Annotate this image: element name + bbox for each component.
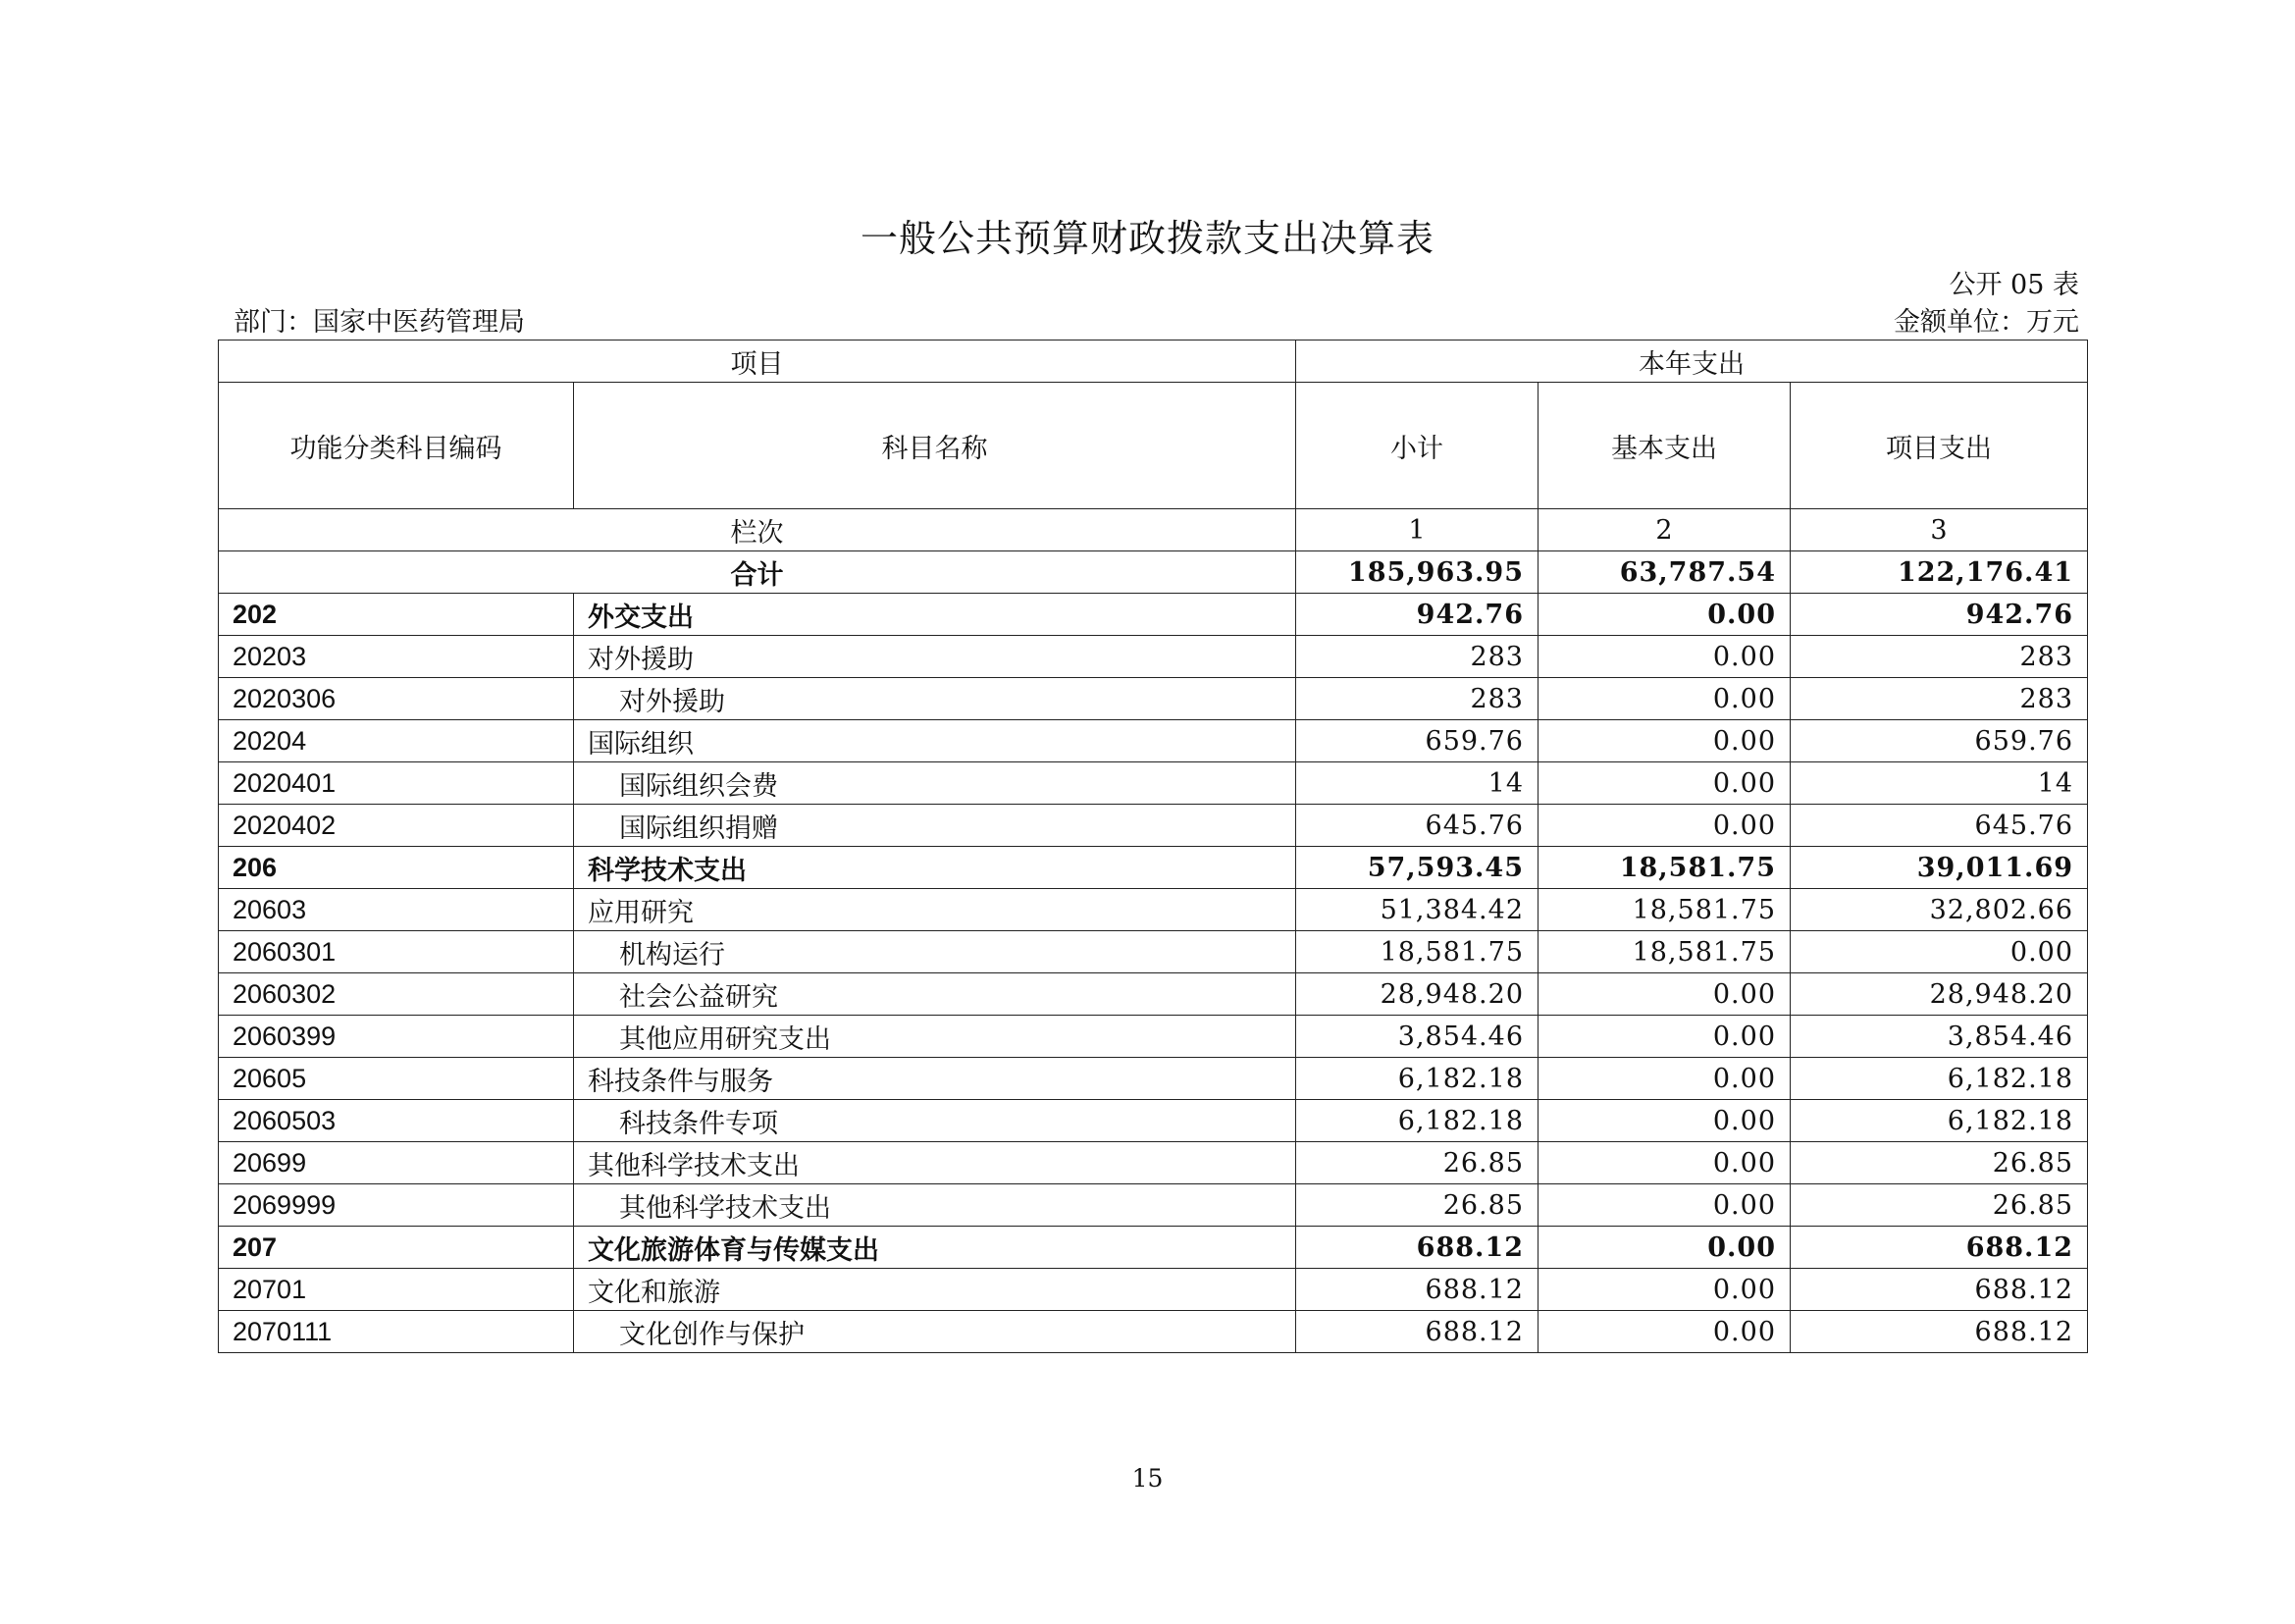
row-subtotal: 659.76 — [1296, 720, 1539, 762]
department-label: 部门：国家中医药管理局 — [234, 307, 525, 338]
row-code: 20204 — [219, 720, 574, 762]
row-name: 应用研究 — [574, 889, 1296, 931]
row-project: 688.12 — [1791, 1227, 2088, 1269]
table-row — [219, 636, 2088, 678]
row-name: 科技条件与服务 — [574, 1058, 1296, 1100]
row-project: 283 — [1791, 678, 2088, 720]
row-subtotal: 3,854.46 — [1296, 1016, 1539, 1058]
row-project: 0.00 — [1791, 931, 2088, 973]
header-name: 科目名称 — [574, 383, 1296, 509]
row-subtotal: 57,593.45 — [1296, 847, 1539, 889]
document-title: 一般公共预算财政拨款支出决算表 — [860, 217, 1434, 260]
row-subtotal: 283 — [1296, 678, 1539, 720]
row-project: 659.76 — [1791, 720, 2088, 762]
row-project: 32,802.66 — [1791, 889, 2088, 931]
table-row — [219, 678, 2088, 720]
row-subtotal: 283 — [1296, 636, 1539, 678]
row-name: 其他应用研究支出 — [574, 1016, 1296, 1058]
row-basic: 0.00 — [1539, 762, 1791, 805]
row-project: 6,182.18 — [1791, 1058, 2088, 1100]
row-subtotal: 26.85 — [1296, 1142, 1539, 1184]
header-project: 项目支出 — [1791, 383, 2088, 509]
row-project: 26.85 — [1791, 1142, 2088, 1184]
row-subtotal: 688.12 — [1296, 1269, 1539, 1311]
row-project: 688.12 — [1791, 1269, 2088, 1311]
row-basic: 0.00 — [1539, 805, 1791, 847]
row-name: 对外援助 — [574, 678, 1296, 720]
row-basic: 18,581.75 — [1539, 847, 1791, 889]
row-project: 28,948.20 — [1791, 973, 2088, 1016]
row-name: 外交支出 — [574, 594, 1296, 636]
row-name: 文化创作与保护 — [574, 1311, 1296, 1353]
row-subtotal: 18,581.75 — [1296, 931, 1539, 973]
table-row — [219, 1058, 2088, 1100]
row-basic: 18,581.75 — [1539, 931, 1791, 973]
row-basic: 0.00 — [1539, 720, 1791, 762]
row-subtotal: 688.12 — [1296, 1311, 1539, 1353]
total-subtotal: 185,963.95 — [1296, 551, 1539, 594]
row-code: 2069999 — [219, 1184, 574, 1227]
row-basic: 0.00 — [1539, 1227, 1791, 1269]
row-subtotal: 6,182.18 — [1296, 1100, 1539, 1142]
row-code: 20603 — [219, 889, 574, 931]
header-row-group — [219, 341, 2088, 383]
row-name: 科技条件专项 — [574, 1100, 1296, 1142]
total-project: 122,176.41 — [1791, 551, 2088, 594]
header-row-columns — [219, 383, 2088, 509]
row-subtotal: 51,384.42 — [1296, 889, 1539, 931]
header-code: 功能分类科目编码 — [219, 383, 574, 509]
row-code: 207 — [219, 1227, 574, 1269]
row-project: 645.76 — [1791, 805, 2088, 847]
row-basic: 0.00 — [1539, 1184, 1791, 1227]
row-subtotal: 645.76 — [1296, 805, 1539, 847]
row-project: 26.85 — [1791, 1184, 2088, 1227]
column-index-1: 1 — [1296, 509, 1539, 551]
table-row — [219, 1142, 2088, 1184]
row-basic: 0.00 — [1539, 1016, 1791, 1058]
column-index-2: 2 — [1539, 509, 1791, 551]
row-subtotal: 942.76 — [1296, 594, 1539, 636]
row-code: 202 — [219, 594, 574, 636]
row-code: 2060301 — [219, 931, 574, 973]
row-name: 国际组织捐赠 — [574, 805, 1296, 847]
row-code: 2060399 — [219, 1016, 574, 1058]
header-basic: 基本支出 — [1539, 383, 1791, 509]
row-name: 文化和旅游 — [574, 1269, 1296, 1311]
amount-unit-label: 金额单位：万元 — [1894, 307, 2079, 338]
row-code: 206 — [219, 847, 574, 889]
row-basic: 0.00 — [1539, 973, 1791, 1016]
row-name: 其他科学技术支出 — [574, 1142, 1296, 1184]
table-row — [219, 931, 2088, 973]
row-code: 2020402 — [219, 805, 574, 847]
row-project: 942.76 — [1791, 594, 2088, 636]
table-row — [219, 1016, 2088, 1058]
row-code: 2060503 — [219, 1100, 574, 1142]
table-row — [219, 1227, 2088, 1269]
table-number: 公开 05 表 — [1949, 270, 2079, 300]
table-row — [219, 762, 2088, 805]
row-subtotal: 6,182.18 — [1296, 1058, 1539, 1100]
page-number: 15 — [1131, 1464, 1164, 1493]
row-subtotal: 14 — [1296, 762, 1539, 805]
row-code: 20605 — [219, 1058, 574, 1100]
row-project: 688.12 — [1791, 1311, 2088, 1353]
row-code: 20203 — [219, 636, 574, 678]
row-code: 20701 — [219, 1269, 574, 1311]
row-name: 科学技术支出 — [574, 847, 1296, 889]
row-code: 2070111 — [219, 1311, 574, 1353]
row-basic: 0.00 — [1539, 1100, 1791, 1142]
row-subtotal: 28,948.20 — [1296, 973, 1539, 1016]
expenditure-table — [218, 340, 2088, 1353]
row-code: 2060302 — [219, 973, 574, 1016]
row-name: 国际组织会费 — [574, 762, 1296, 805]
column-index-3: 3 — [1791, 509, 2088, 551]
table-row — [219, 1184, 2088, 1227]
table-row — [219, 594, 2088, 636]
table-row — [219, 720, 2088, 762]
table-row — [219, 805, 2088, 847]
row-code: 2020401 — [219, 762, 574, 805]
row-project: 3,854.46 — [1791, 1016, 2088, 1058]
row-basic: 0.00 — [1539, 636, 1791, 678]
row-name: 其他科学技术支出 — [574, 1184, 1296, 1227]
header-item: 项目 — [219, 341, 1296, 383]
header-current-year: 本年支出 — [1296, 341, 2088, 383]
row-basic: 0.00 — [1539, 1142, 1791, 1184]
table-row — [219, 847, 2088, 889]
row-name: 文化旅游体育与传媒支出 — [574, 1227, 1296, 1269]
row-name: 机构运行 — [574, 931, 1296, 973]
row-basic: 0.00 — [1539, 1269, 1791, 1311]
row-project: 283 — [1791, 636, 2088, 678]
row-basic: 0.00 — [1539, 1058, 1791, 1100]
table-row — [219, 889, 2088, 931]
row-basic: 18,581.75 — [1539, 889, 1791, 931]
row-project: 6,182.18 — [1791, 1100, 2088, 1142]
row-code: 2020306 — [219, 678, 574, 720]
header-subtotal: 小计 — [1296, 383, 1539, 509]
column-index-row — [219, 509, 2088, 551]
row-project: 39,011.69 — [1791, 847, 2088, 889]
row-name: 国际组织 — [574, 720, 1296, 762]
row-subtotal: 26.85 — [1296, 1184, 1539, 1227]
total-row — [219, 551, 2088, 594]
row-subtotal: 688.12 — [1296, 1227, 1539, 1269]
row-basic: 0.00 — [1539, 1311, 1791, 1353]
row-basic: 0.00 — [1539, 594, 1791, 636]
row-basic: 0.00 — [1539, 678, 1791, 720]
table-row — [219, 1311, 2088, 1353]
table-row — [219, 973, 2088, 1016]
column-index-label: 栏次 — [219, 509, 1296, 551]
row-code: 20699 — [219, 1142, 574, 1184]
total-label: 合计 — [219, 551, 1296, 594]
row-name: 社会公益研究 — [574, 973, 1296, 1016]
table-row — [219, 1100, 2088, 1142]
row-project: 14 — [1791, 762, 2088, 805]
total-basic: 63,787.54 — [1539, 551, 1791, 594]
row-name: 对外援助 — [574, 636, 1296, 678]
table-row — [219, 1269, 2088, 1311]
